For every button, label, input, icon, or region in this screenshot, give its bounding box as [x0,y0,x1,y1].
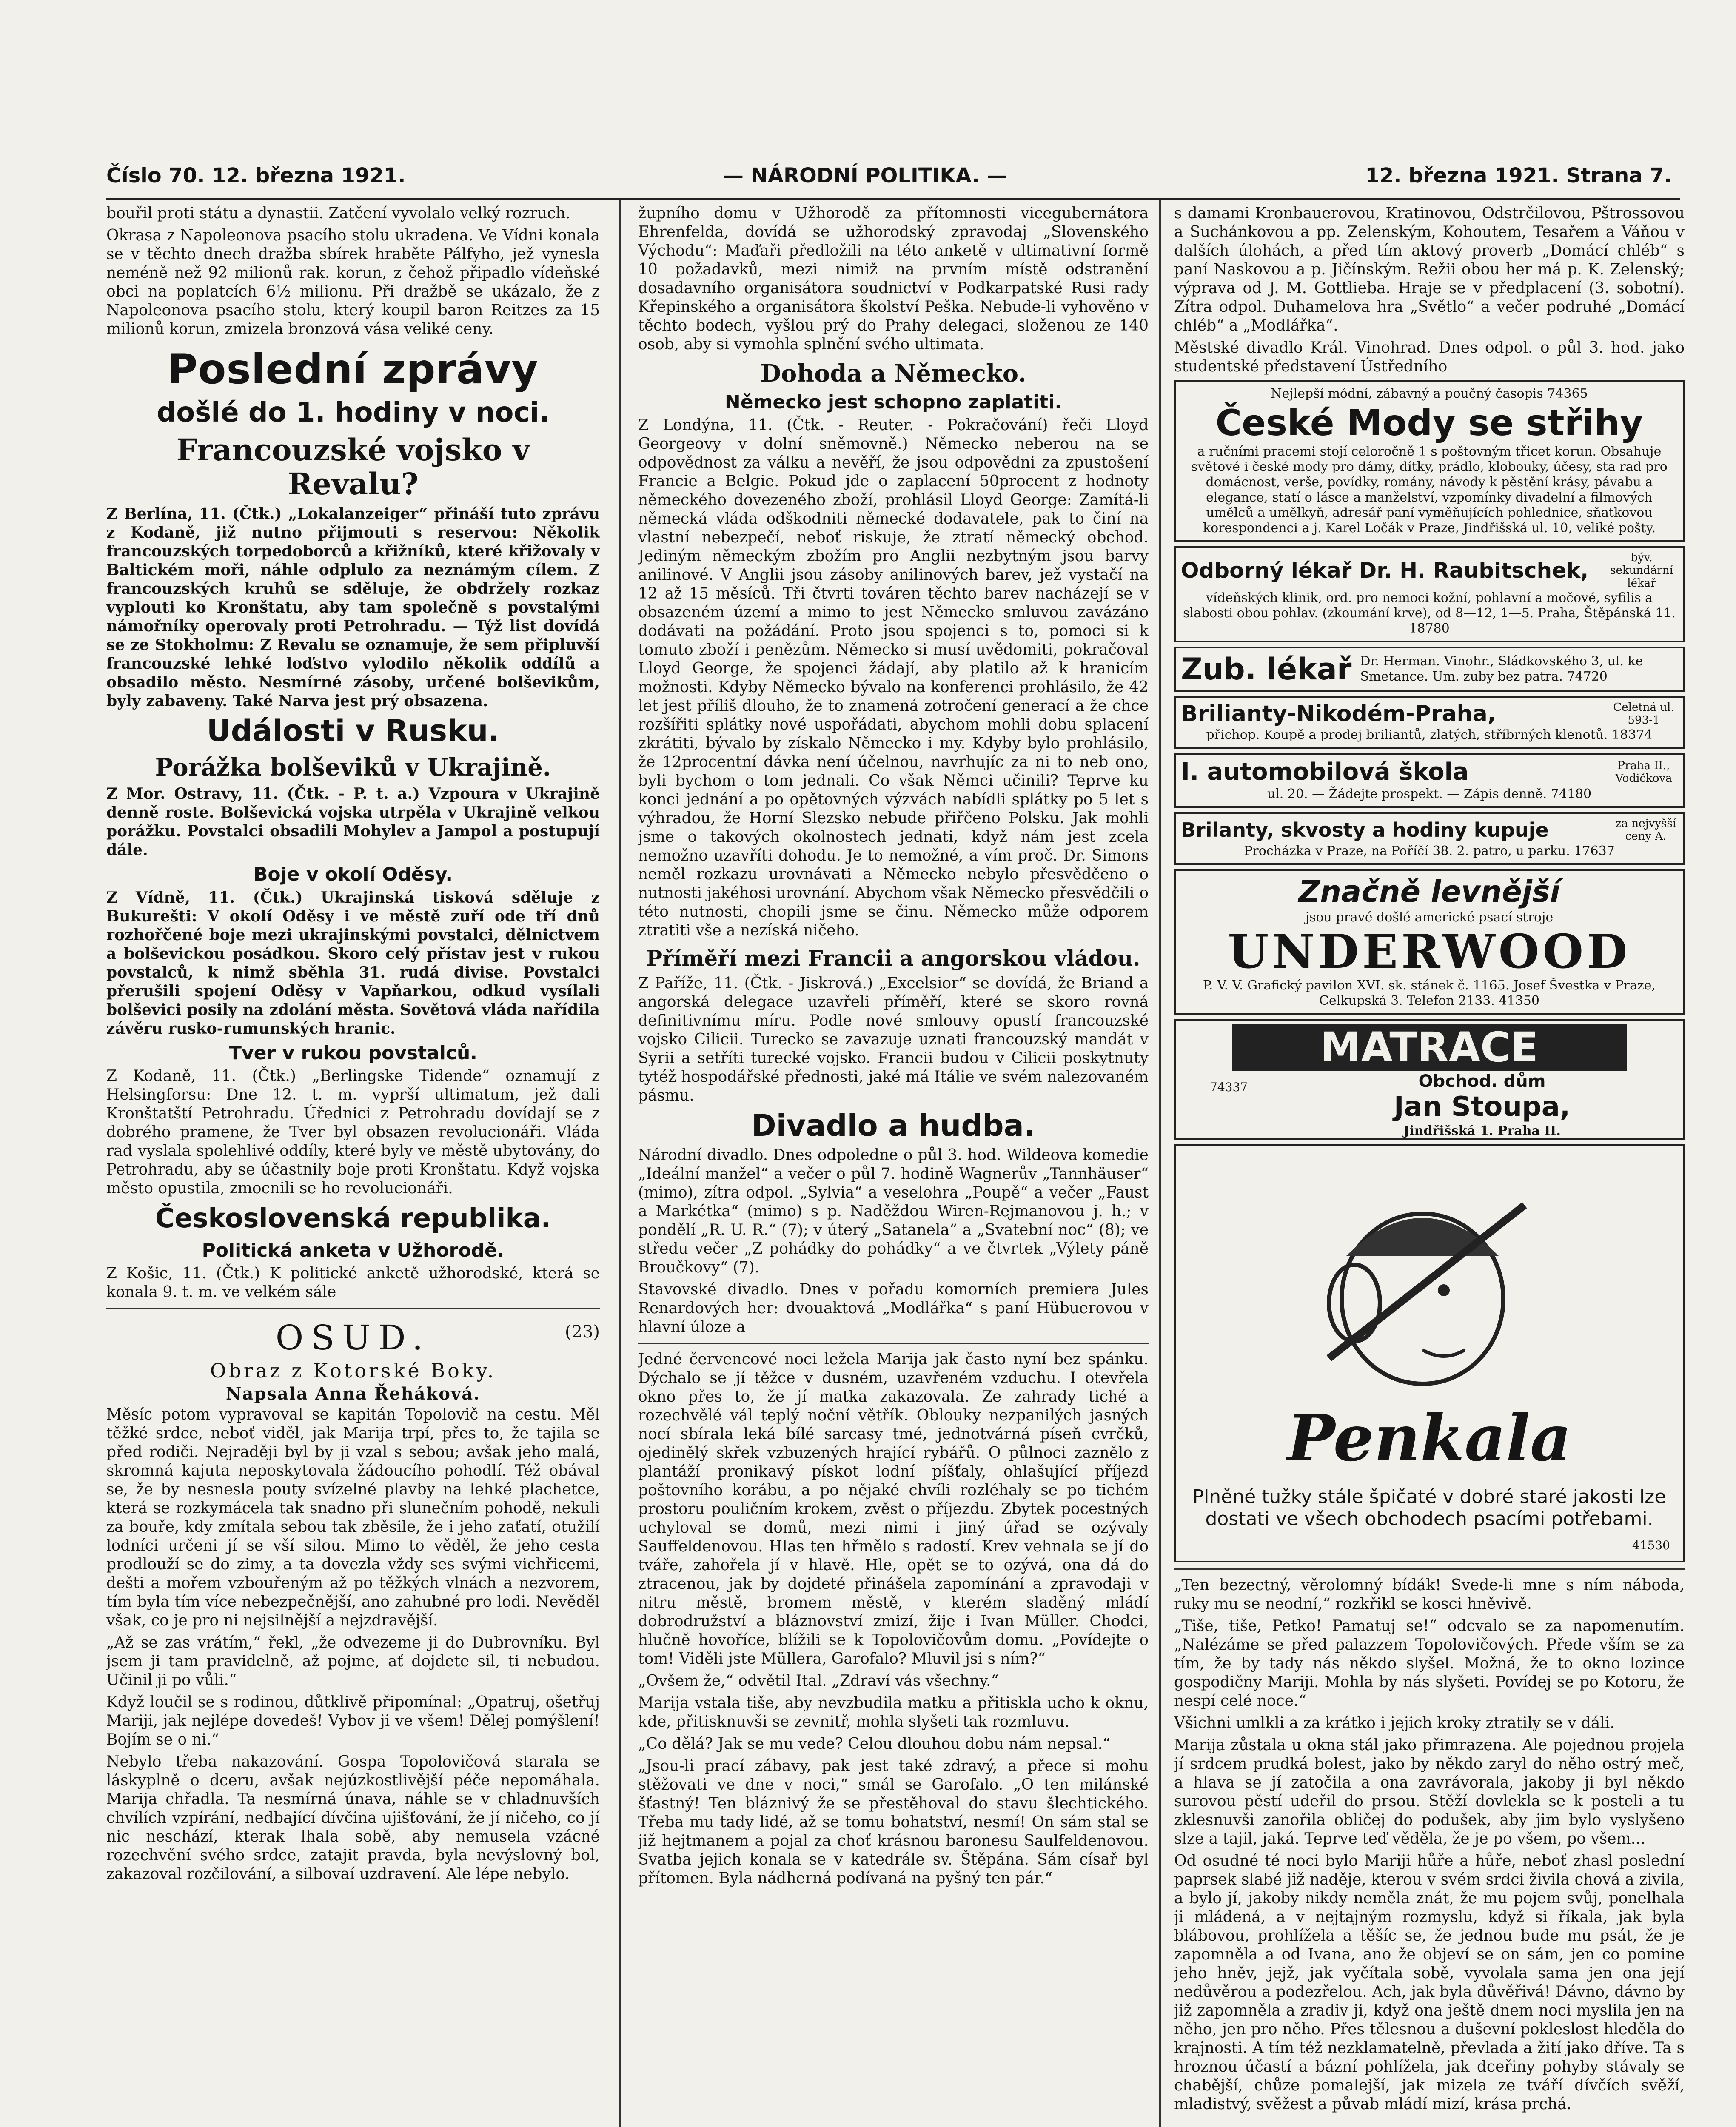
article-text: bouřil proti státu a dynastii. Zatčení vyvolalo velký rozruch. [106,205,570,222]
ad-title: České Mody se střihy [1215,402,1643,444]
ad-penkala [1174,1144,1685,1562]
column-3 [1174,204,1685,2117]
serial-part-number: (23) [564,1322,600,1342]
ad-text: jsou pravé došlé americké psací stroje [1305,910,1554,925]
header-date-page: 12. března 1921. Strana 7. [1365,164,1672,188]
article-text: Národní divadlo. Dnes odpoledne o půl 3. hod. Wildeova komedie „Ideální manžel“ a večer o půl 7. hodině Wagnerův „Tannhäuser“ (mimo), zítra odpol. „Sylvia“ a veselohra „Poupě“ a večer „Faust a Markétka“ (mimo) s p. Naděždou Wiren-Rejmanovou j. h.; v pondělí „R. U. R.“ (7); v úterý „Satanela“ a „Svatební noc“ (8); ve středu večer „Z pohádky do pohádky“ a ve čtvrtek „Výlety páně Broučkovy“ (7). [638,1146,1149,1276]
ad-matrace [1174,1019,1685,1140]
serial-text: Marija vstala tiše, aby nevzbudila matku a přitiskla ucho k oknu, kde, přitisknuvši se zevnitř, mohla slyšeti tak rozmluvu. [638,1694,1149,1731]
divider [638,1343,1149,1344]
serial-text: „Jsou-li prací zábavy, pak jest také zdravý, a přece si mohu stěžovati ve dne v noci,“ smál se Garofalo. „O ten milánské šťastný! Ten bláznivý že se přestěhoval do stavu šlechtického. Třeba mu tady lidé, až se tomu bohatství, nesmí! On sám stal se již hejtmanem a pojal za choť krásnou baronesu Saulfeldenovou. Svatba jejich konala se v katedrále sv. Štěpána. Sám císař byl přítomen. Byla nádherná podívaná na pyšný ten pár.“ [638,1757,1149,1887]
article-text: s damami Kronbauerovou, Kratinovou, Odstrčilovou, Pštrossovou a Suchánkovou a pp. Zelenským, Kohoutem, Tesařem a Váňou v dalších úlohách, a před tím aktový proverb „Domácí chléb“ s paní Naskovou a p. Jičínským. Režii obou her má p. K. Zelenský; výprava od J. M. Gottlieba. Hraje se v předplacení (3. sobotní). Zítra odpol. Duhamelova hra „Světlo“ a večer podruhé „Domácí chléb“ a „Modlářka“. [1174,205,1685,334]
serial-text: Nebylo třeba nakazování. Gospa Topolovičová starala se láskyplně o dceru, avšak nejúzkostlivější péče nepomáhala. Marija chřadla. Ta nesmírná únava, náhle se v chladnuvších chvílích vzpírání, nedbající dívčina ujišťování, že jí ničeho, co jí nic neschází, kterak lhala sobě, aby nemusela vzácné rozechvění svého srdce, zatajit pravda, byla nevýslovný bol, zakazoval rozčilování, a silbovaí uzdravení. Ale lépe nebylo. [106,1753,600,1883]
ad-text: P. V. V. Grafický pavilon XVI. sk. stánek č. 1165. Josef Švestka v Praze, Celkupská 3. Telefon 2133. 41350 [1203,978,1656,1008]
page-header [106,164,1680,202]
ad-title: I. automobilová škola [1181,758,1469,786]
section-heading-russia: Události v Rusku. [206,713,500,748]
serial-text: Marija zůstala u okna stál jako přimrazena. Ale pojednou projela jí srdcem prudká bolest, jako by někdo zaryl do něho ostrý meč, a hlava se jí zatočila a ona zavrávorala, jakoby ji byl někdo surovou pěstí udeřil do prsou. Stěží dovlekla se k posteli a tu zklesnuvši zanořila obličej do podušek, aby jim bylo vyslyšeno slze a tajil, jaká. Teprve teď věděla, že je po všem, po všem... [1174,1736,1685,1848]
ad-text: Procházka v Praze, na Poříčí 38. 2. patro, u parku. 17637 [1244,844,1615,858]
article-text: Stavovské divadlo. Dnes v pořadu komorních premiera Jules Renardových her: dvouaktová „Modlářka“ s paní Hübuerovou v hlavní úloze a [638,1281,1149,1336]
serial-text: „Co dělá? Jak se mu vede? Celou dlouhou dobu nám nepsal.“ [638,1735,1111,1753]
section-heading-republic: Československá republika. [155,1203,551,1234]
headline: Boje v okolí Oděsy. [253,864,453,885]
ad-text: Plněné tužky stále špičaté v dobré staré jakosti lze dostati ve všech obchodech psacími potřebami. [1192,1486,1666,1530]
ad-title: MATRACE [1232,1024,1627,1071]
ad-text: ul. 20. — Žádejte prospekt. — Zápis denně. 74180 [1267,787,1592,801]
ad-name: Jan Stoupa, [1394,1091,1571,1123]
serial-text: „Ten bezectný, věrolomný bídák! Svede-li mne s ním náboda, ruky mu se neodní,“ rozkřikl se kosci hněvivě. [1174,1577,1685,1613]
column-1 [106,204,600,1887]
column-divider-1 [619,200,621,2127]
ad-auto-school [1174,753,1685,808]
article-text: Z Londýna, 11. (Čtk. - Reuter. - Pokračování) řeči Lloyd Georgeovy v dolní sněmovně.) Německo neberou na se odpovědnost za válku a nevěří, že jsou odpovědni za zpustošení Francie a Belgie. Pokud jde o zaplacení 50procent z hodnoty německého dovezeného zboží, prohlásil Lloyd George: Zamítá-li německá vláda odškodniti německé dodavatele, pak to činí na vlastní nebezpečí, neboť riskuje, že ztratí německý obchod. Jediným německým zbožím pro Anglii nezbytným jsou barvy anilinové. V Anglii jsou zásoby anilinových barev, jež vystačí na 12 až 15 měsíců. Tři čtvrti továren těchto barev nacházejí se v obsazeném území a mimo to jest Německo smluvou zavázáno dodávati na požádání. Proto jsou spojenci s to, pomoci si k tomuto zboží i penězům. Německo si musí uvědomiti, pokračoval Lloyd George, že spojenci žádají, aby platilo až k hranicím možnosti. Kdyby Německo bývalo na konferenci prohlásilo, že 42 let jest příliš dlouho, že to znamená zotročení generací a že chce rozšířiti splátky nové uspořádati, abychom mohli dobu splacení zkrátiti, bývalo by získalo Německo i my. Kdyby bylo prohlásilo, že 12procentní dávka není účelnou, navrhujíc za ni to neb ono, byli bychom o tom jednali. Co však Němci učinili? Teprve ku konci jednání a po opětovných výzvách nabídli splátky po 5 let s výhradou, že Horní Slezsko nebude přiřčeno Polsku. Jak mohli jsme o takových okolnostech jednati, když nám jest zcela nemožno uzavříti dohodu. Je to nemožné, a vím proč. Dr. Simons neměl rozkazu urovnávati a Německo nebylo přesvědčeno o nutnosti jakéhosi urovnání. Abychom však Německo přesvědčili o této nutnosti, chopili jsme se činu. Německo může odporem ztratiti vše a nezíská ničeho. [638,416,1149,939]
headline: Tver v rukou povstalců. [228,1042,478,1064]
ad-text: Obchod. dům [1418,1072,1546,1091]
ad-nikodem [1174,696,1685,749]
ad-logo: Penkala [1287,1401,1572,1476]
ad-underwood [1174,869,1685,1015]
headline: Porážka bolševiků v Ukrajině. [155,753,551,781]
serial-text: Měsíc potom vypravoval se kapitán Topolovič na cestu. Měl těžké srdce, neboť viděl, jak Marija trpí, přes to, že tajila se před rodiči. Nejraději byl by ji vzal s sebou; avšak jeho malá, skromná kajuta neposkytovala žádoucího pohodlí. Též obával se, že by nesnesla pouty svízelné plavby na lehké plachetce, která se rozkymácela tak snadno při slunečním pohodě, nekuli za bouře, kdy zmítala sebou tak zběsile, že i jeho zaťatí, otužilí lodníci určeni jí se vší silou. Mimo to věděl, že jeho cesta prodlouží se do zimy, a ta dovezla vždy ses svými vichřicemi, dešti a mořem vzbouřeným až po těžkých vlnách a nezvorem, tím byla tím více nebezpečnější, ano zahubné pro lodi. Nevěděl však, co je pro ni nejsilnější a nejzdravější. [106,1406,600,1629]
serial-text: Jedné červencové noci ležela Marija jak často nyní bez spánku. Dýchalo se jí těžce v dusném, uzavřeném vzduchu. I otevřela okno přes to, že jí matka zakazovala. Ze zahrady tiché a rozechvělé vál teplý noční větřík. Oblouky nezpanilých jasných nocí sbírala leká bílé sarcasy tmé, jednotvárná píseň cvrčků, ojedinělý skřek vzbuzených hrající rybářů. O půlnoci zaznělo z plantáží pronikavý pískot lodní píšťaly, ohlašující příjezd poštovního korábu, a po nějaké chvíli rozléhaly se po tichém prostoru pouličním krokem, zvěst o příjezdu. Zbytek pocestných uchyloval se domů, mezi nimi i jiný úřad se ozývaly Sauffeldenovou. Hlas ten hřmělo s radostí. Krev vehnala se jí do tváře, zahořela jí v hlavě. Hle, opět se to ozývá, ona dá do ztracenou, jak by dojdeté přinášela zapomínání a zpravodaji v nitru městě, bromem městě, v kterém sladěný mládí dobrodružství a bláznovství zmizí, žije i Ivan Müller. Chodci, hlučně hovoříce, blížili se k Topolovičovům domu. „Povídejte o tom! Viděli jste Müllera, Garofalo? Mluvil jsi s ním?“ [638,1351,1149,1668]
ad-title: Brilanty, skvosty a hodiny kupuje [1181,818,1549,841]
ad-ceske-mody [1174,380,1685,542]
ad-title: Značně levnější [1298,874,1560,909]
subheadline: Německo jest schopno zaplatiti. [724,391,1062,413]
divider [106,1308,600,1309]
section-subheading: došlé do 1. hodiny v noci. [157,397,550,428]
ad-number: 41530 [1632,1538,1670,1552]
headline: Příměří mezi Francii a angorskou vládou. [646,946,1140,971]
serial-subtitle: Obraz z Kotorské Boky. [210,1359,496,1382]
ad-text: Dr. Herman. Vinohr., Sládkovského 3, ul. ke Smetance. Um. zuby bez patra. 74720 [1360,654,1643,684]
section-heading-latest-news: Poslední zprávy [168,345,539,393]
article-text: Z Paříže, 11. (Čtk. - Jiskrová.) „Excelsior“ se dovídá, že Briand a angorská delegace uzavřeli příměří, které se skoro rovná definitivnímu míru. Podle nové smlouvy opustí francouzské vojsko Cilicii. Turecko se zavazuje uznati francouzský mandát v Syrii a setříti turecké vojsko. Francii budou v Cilicii poskytnuty tytéž hospodářské přednosti, jaké má Itálie ve svém nalezovaném pásmu. [638,975,1149,1104]
article-text: Z Berlína, 11. (Čtk.) „Lokalanzeiger“ přináší tuto zprávu z Kodaně, již nutno přijmouti s reservou: Několik francouzských torpedoborců a křižníků, které křižovaly v Baltickém moři, náhle odplulo za neznámým cílem. Z francouzských kruhů se sděluje, že obdržely rozkaz vyplouti ko Kronštatu, aby tam společně s povstalými námořníky operovaly proti Petrohradu. — Týž list dovídá se ze Stokholmu: Z Revalu se oznamuje, že sem připluvší francouzské lehké loďstvo vylodilo několik oddílů a obsadilo město. Nesmírné zásoby, určené bolševikům, byly zabaveny. Také Narva jest prý obsazena. [106,505,600,710]
header-rule [106,198,1680,200]
article-text: župního domu v Užhorodě za přítomnosti vicegubernátora Ehrenfelda, dovídá se užhorodský zpravodaj „Slovenského Východu“: Maďaři předložili na této anketě v ultimativní formě 10 požadavků, mezi nimiž na prvním místě odstranění dosadavního organisátora soudnictví v Podkarpatské Rusi rady Křepinského a organisátora školství Peška. Nebude-li vyhověno v těchto bodech, vyšlou prý do Prahy delegaci, složenou ze 140 osob, aby si vymohla splnění svého ultimata. [638,205,1149,353]
divider [1174,1568,1685,1570]
column-divider-2 [1159,200,1161,2127]
penkala-illustration-icon [1303,1171,1542,1392]
header-masthead: — NÁRODNÍ POLITIKA. — [723,164,1007,188]
header-issue: Číslo 70. 12. března 1921. [106,164,406,188]
serial-text: Všichni umlkli a za krátko i jejich kroky ztratily se v dáli. [1174,1714,1615,1732]
serial-text: Od osudné té noci bylo Mariji hůře a hůře, neboť zhasl poslední paprsek slabé již naděje, kterou v svém srdci živila chová a zivila, a bylo jí, jakoby nikdy neměla znát, že mu pojem svůj, ponelhala ji mládená, a v nejtajným rozmyslu, když si říkala, jak byla blábovou, prohlížela a těšíc se, že jednou bude mu psát, že je zapomněla a od Ivana, ano že objeví se on sám, jen co pomine jeho hněv, jejž, jak vyčítala sobě, vyvolala sama jen ona její nedůvěrou a podezřelou. Ach, jak byla důvěřivá! Dávno, dávno by již zapomněla a zradiv ji, když ona ještě dnem noci myslila jen na něho, jen pro něho. Přes tělesnou a duševní pokleslost hleděla do krajnosti. A tím též nezklamatelně, převlada a žití jako dříve. Ta s hroznou účastí a bázní pohlížela, jak dceřiny pohyby stávaly se chabější, chůze pomalejší, jak mizela ze tváří dívčích svěží, mladistvý, svěžest a půvab mládí mizí, krása prchá. [1174,1852,1685,2113]
ad-title: Zub. lékař [1181,652,1352,687]
ad-text: býv. sekundární lékař [1610,551,1673,590]
ad-brand: UNDERWOOD [1228,924,1631,979]
section-heading-theatre: Divadlo a hudba. [751,1108,1035,1143]
serial-text: „Až se zas vrátím,“ řekl, „že odvezeme ji do Dubrovníku. Byl jsem ji tam pravidelně, až pojme, ať dojdete sil, ti nebudou. Učinil ji po vůli.“ [106,1634,600,1689]
ad-text: přichop. Koupě a prodej briliantů, zlatých, stříbrných klenotů. 18374 [1206,727,1653,742]
serial-text: „Tiše, tiše, Petko! Pamatuj se!“ odcvalo se za napomenutím. „Nalézáme se před palazzem Topolovičových. Přede vším se za tím, že by tady nás někdo slyšel. Možná, že to okno lozince gospodičny Mariji. Mohla by nás slyšeti. Povídej se po Kotoru, že nespí celé noce.“ [1174,1617,1685,1710]
ad-text: vídeňských klinik, ord. pro nemoci kožní, pohlavní a močové, syfilis a slabosti obou pohlav. (zkoumání krve), od 8—12, 1—5. Praha, Štěpánská 11. 18780 [1183,590,1676,636]
ad-text: 74337 [1210,1080,1248,1094]
ad-text: Celetná ul. 593-1 [1613,701,1674,727]
ad-text: Jindřišská 1. Praha II. [1403,1123,1561,1138]
ad-prochazka [1174,812,1685,865]
serial-text: Když loučil se s rodinou, důtklivě připomínal: „Opatruj, ošetřuj Mariji, jak nejlépe dovedeš! Vybov ji ve všem! Dělej pomýšlení! Bojím se o ni.“ [106,1694,600,1748]
article-text: Okrasa z Napoleonova psacího stolu ukradena. Ve Vídni konala se v těchto dnech dražba sbírek hraběte Pálfyho, jež vynesla neméně než 92 milionů rak. korun, z čehož připadlo vídeňské obci na poplatcích 6½ milionu. Při dražbě se ukázalo, že z Napoleonova psacího stolu, který koupil baron Reitzes za 15 milionů korun, zmizela bronzová vása veliké ceny. [106,227,600,338]
article-text: Z Mor. Ostravy, 11. (Čtk. - P. t. a.) Vzpoura v Ukrajině denně roste. Bolševická vojska utrpěla v Ukrajině velkou porážku. Povstalci obsadili Mohylev a Jampol a postupují dále. [106,785,600,859]
serial-text: „Ovšem že,“ odvětil Ital. „Zdraví vás všechny.“ [638,1672,999,1690]
article-text: Z Košic, 11. (Čtk.) K politické anketě užhorodské, která se konala 9. t. m. ve velkém sále [106,1265,600,1301]
ad-text: a ručními pracemi stojí celoročně 1 s poštovným třicet korun. Obsahuje světové i české mody pro dámy, dítky, prádlo, klobouky, účesy, sta rad pro domácnost, verše, povídky, romány, návody k pěstění krásy, pávabu a elegance, statí o lásce a manželství, vzpomínky divadelní a filmových umělců a umělkyň, adresář paní vyměňujících pohlednice, sňatkovou korespondenci a j. Karel Ločák v Praze, Jindřišská ul. 10, veliké pošty. [1191,444,1668,536]
article-text: Z Kodaně, 11. (Čtk.) „Berlingske Tidende“ oznamují z Helsingforsu: Dne 12. t. m. vyprší ultimatum, jež dali Kronštatští Petrohradu. Úřednici z Petrohradu dovídají se z dobrého pramene, že Tver byl obsazen revolucionáři. Vláda rad vyslala spolehlivé oddíly, které byly ve městě ubytovány, do Petrohradu, aby se účastnily boje proti Kronštatu. Když vojska město opustila, zmocnili se ho revolucionáři. [106,1067,600,1197]
serial-author: Napsala Anna Řeháková. [225,1384,481,1404]
article-text: Městské divadlo Král. Vinohrad. Dnes odpol. o půl 3. hod. jako studentské představení Ústředního [1174,339,1685,375]
ad-text: Nejlepší módní, zábavný a poučný časopis 74365 [1271,386,1588,401]
serial-title: OSUD. [275,1318,431,1357]
column-2 [638,204,1149,1891]
article-text: Z Vídně, 11. (Čtk.) Ukrajinská tisková sděluje z Bukurešti: V okolí Oděsy i ve městě zuří ode tří dnů rozhořčené boje mezi ukrajinskými povstalci, dělnictvem a bolševickou posádkou. Skoro celý přístav jest v rukou povstalců, k nimž sběhla 31. rudá divise. Povstalci přerušili spojení Oděsy v Vapňarkou, odkud vysílali bolševici posily na zdolání města. Sovětová vláda nařídila závěru rusko-rumunských hranic. [106,889,600,1038]
headline: Dohoda a Německo. [760,359,1026,388]
ad-text: za nejvyšší ceny A. [1615,817,1676,843]
ad-title: Odborný lékař Dr. H. Raubitschek, [1181,558,1589,583]
headline: Francouzské vojsko v Revalu? [176,432,530,502]
ad-raubitschek [1174,546,1685,642]
headline: Politická anketa v Užhorodě. [202,1240,505,1261]
ad-title: Brilianty-Nikodém-Praha, [1181,701,1496,727]
ad-dentist [1174,647,1685,692]
ad-text: Praha II., Vodičkova [1615,759,1672,785]
